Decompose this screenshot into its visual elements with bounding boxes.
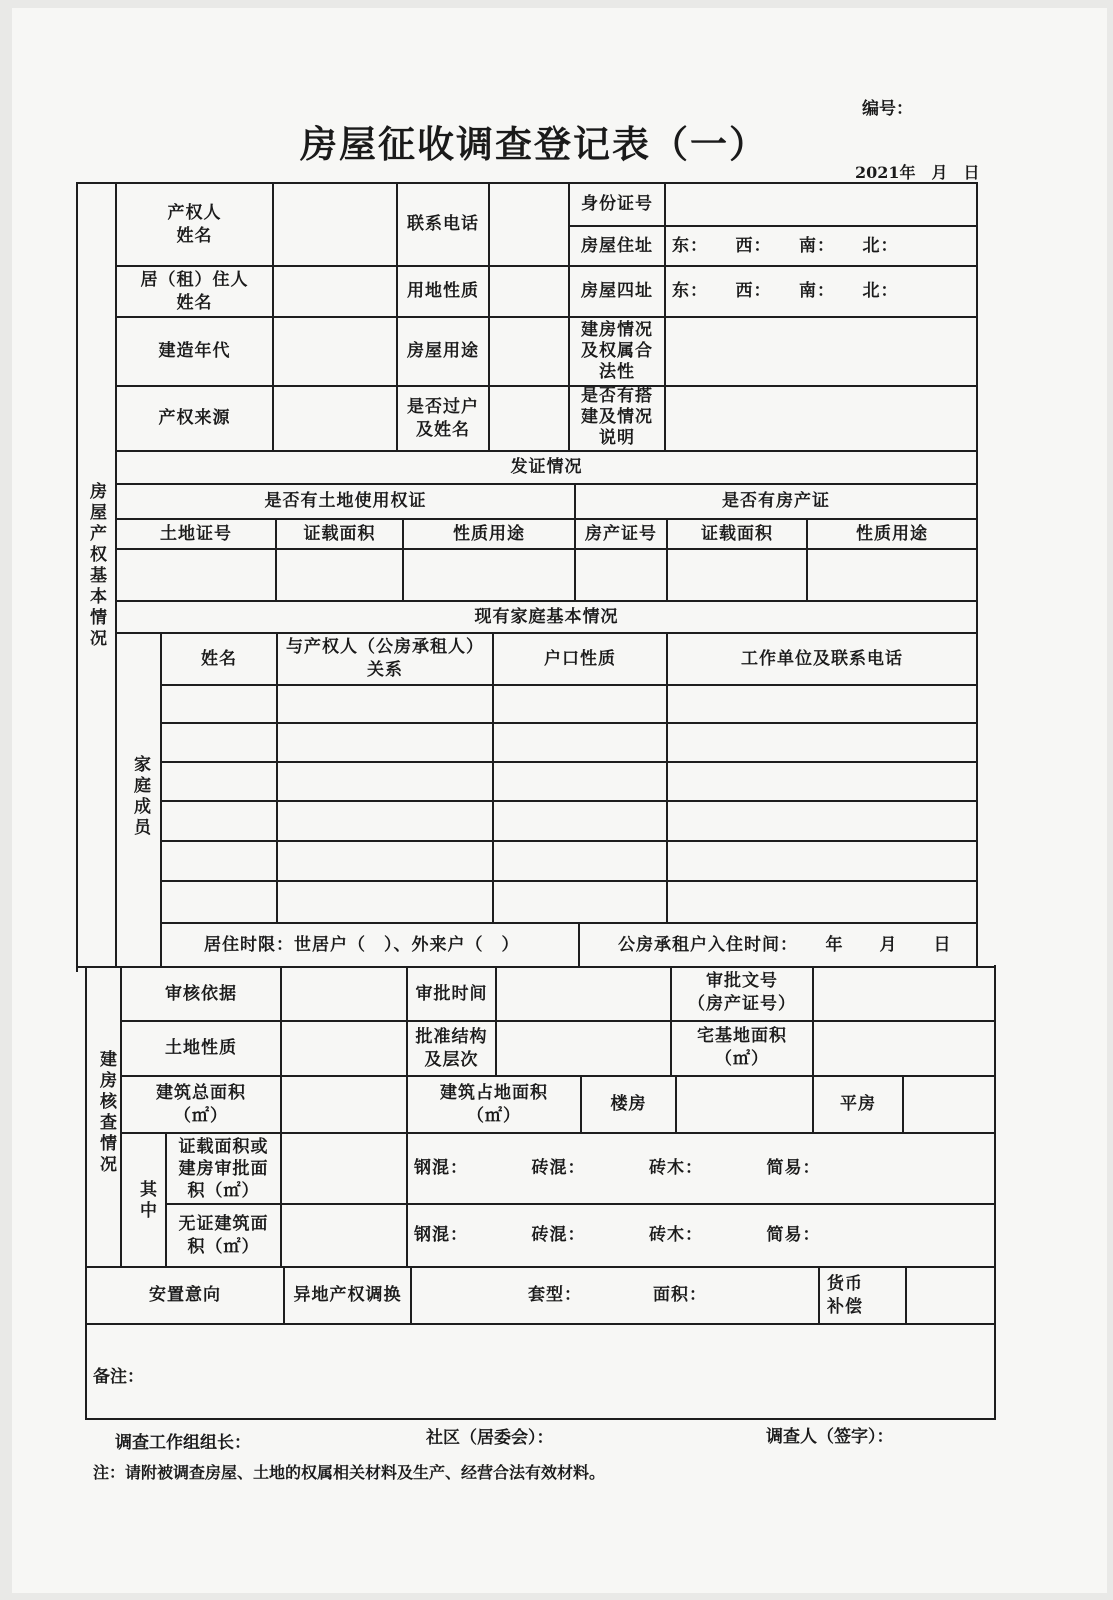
outer-border-right-1 bbox=[976, 182, 978, 967]
family-heading: 现有家庭基本情况 bbox=[474, 606, 619, 627]
certified-structure-types: 钢混： 砖混： 砖木： 简易： bbox=[414, 1158, 821, 1178]
footprint-area-label: 建筑占地面积 （㎡） bbox=[440, 1082, 548, 1126]
house-cert-heading: 是否有房产证 bbox=[722, 491, 830, 511]
footnote: 注：请附被调查房屋、土地的权属相关材料及生产、经营合法有效材料。 bbox=[93, 1463, 606, 1482]
id-number-label: 身份证号 bbox=[581, 194, 653, 214]
approved-structure-label: 批准结构 及层次 bbox=[415, 1026, 488, 1070]
exchange-label: 异地产权调换 bbox=[293, 1285, 402, 1305]
family-hukou-header: 户口性质 bbox=[544, 648, 616, 669]
land-cert-heading: 是否有土地使用权证 bbox=[264, 491, 427, 511]
contact-phone-field[interactable] bbox=[490, 184, 568, 265]
resettlement-label: 安置意向 bbox=[149, 1285, 221, 1305]
certified-area-label: 证载面积或 建房审批面 积（㎡） bbox=[178, 1136, 269, 1201]
form-date: 2021年 月 日 bbox=[855, 163, 980, 182]
total-area-label: 建筑总面积 （㎡） bbox=[156, 1082, 246, 1126]
owner-name-label: 产权人 姓名 bbox=[167, 202, 222, 246]
house-address-label: 房屋住址 bbox=[581, 235, 653, 256]
id-number-field[interactable] bbox=[666, 184, 976, 225]
resident-name-field[interactable] bbox=[274, 267, 396, 316]
house-cert-use-header: 性质用途 bbox=[856, 523, 928, 544]
section1-side-label: 房屋产权基本情况 bbox=[86, 482, 106, 650]
public-housing-time: 公房承租户入住时间： 年 月 日 bbox=[618, 934, 952, 955]
land-cert-number-header: 土地证号 bbox=[160, 523, 232, 544]
contact-phone-label: 联系电话 bbox=[407, 214, 479, 234]
team-leader-label: 调查工作组组长： bbox=[115, 1433, 251, 1453]
house-use-field[interactable] bbox=[490, 318, 568, 385]
property-source-field[interactable] bbox=[274, 387, 396, 450]
build-year-label: 建造年代 bbox=[158, 341, 231, 361]
land-nature-label-2: 土地性质 bbox=[165, 1038, 237, 1058]
outer-border-left-2 bbox=[85, 968, 87, 1420]
family-relation-header: 与产权人（公房承租人） 关系 bbox=[286, 637, 484, 680]
extra-building-label: 是否有搭 建及情况 说明 bbox=[581, 385, 653, 448]
approval-time-label: 审批时间 bbox=[415, 983, 488, 1004]
land-cert-use-header: 性质用途 bbox=[453, 523, 525, 544]
extra-building-field[interactable] bbox=[666, 387, 976, 450]
surveyor-label: 调查人（签字）： bbox=[766, 1427, 894, 1447]
area-label: 面积： bbox=[653, 1285, 707, 1305]
residence-term: 居住时限：世居户（ ）、外来户（ ） bbox=[204, 934, 520, 955]
owner-name-field[interactable] bbox=[274, 184, 396, 265]
section2-side-label: 建房核查情况 bbox=[96, 1050, 116, 1176]
build-legality-field[interactable] bbox=[666, 318, 976, 385]
house-cert-number-header: 房产证号 bbox=[585, 523, 657, 544]
outer-border-left-1 bbox=[76, 182, 78, 972]
uncertified-area-label: 无证建筑面 积（㎡） bbox=[178, 1213, 269, 1257]
community-label: 社区（居委会）： bbox=[426, 1428, 554, 1448]
of-which-label: 其中 bbox=[136, 1180, 156, 1222]
build-year-field[interactable] bbox=[274, 318, 396, 385]
unit-type-label: 套型： bbox=[528, 1285, 582, 1305]
multi-storey-label: 楼房 bbox=[610, 1094, 647, 1114]
remarks-label: 备注： bbox=[93, 1367, 144, 1387]
family-work-header: 工作单位及联系电话 bbox=[741, 648, 903, 669]
land-nature-field[interactable] bbox=[490, 267, 568, 316]
review-basis-label: 审核依据 bbox=[165, 983, 237, 1004]
homestead-area-label: 宅基地面积 （㎡） bbox=[697, 1025, 787, 1069]
transferred-field[interactable] bbox=[490, 387, 568, 450]
uncertified-structure-types: 钢混： 砖混： 砖木： 简易： bbox=[414, 1225, 821, 1245]
transferred-label: 是否过户 及姓名 bbox=[407, 396, 479, 440]
house-bounds-directions: 东： 西： 南： 北： bbox=[672, 281, 899, 301]
land-nature-label: 用地性质 bbox=[407, 281, 479, 301]
single-storey-label: 平房 bbox=[840, 1094, 876, 1114]
outer-border-bottom bbox=[85, 1418, 996, 1420]
form-number-label: 编号： bbox=[862, 99, 913, 119]
certificate-heading: 发证情况 bbox=[510, 457, 583, 477]
property-source-label: 产权来源 bbox=[158, 408, 231, 428]
house-cert-area-header: 证载面积 bbox=[701, 523, 773, 544]
resident-name-label: 居（租）住人 姓名 bbox=[140, 269, 249, 313]
house-bounds-label: 房屋四址 bbox=[581, 281, 653, 301]
build-legality-label: 建房情况 及权属合 法性 bbox=[581, 320, 653, 382]
approval-doc-label: 审批文号 （房产证号） bbox=[688, 971, 796, 1014]
house-address-directions: 东： 西： 南： 北： bbox=[672, 235, 899, 256]
family-name-header: 姓名 bbox=[201, 648, 237, 669]
house-use-label: 房屋用途 bbox=[407, 341, 479, 361]
family-side-label: 家庭成员 bbox=[130, 755, 150, 839]
land-cert-area-header: 证载面积 bbox=[303, 523, 376, 544]
form-title: 房屋征收调查登记表（一） bbox=[300, 123, 768, 166]
monetary-label: 货币 补偿 bbox=[827, 1273, 863, 1317]
